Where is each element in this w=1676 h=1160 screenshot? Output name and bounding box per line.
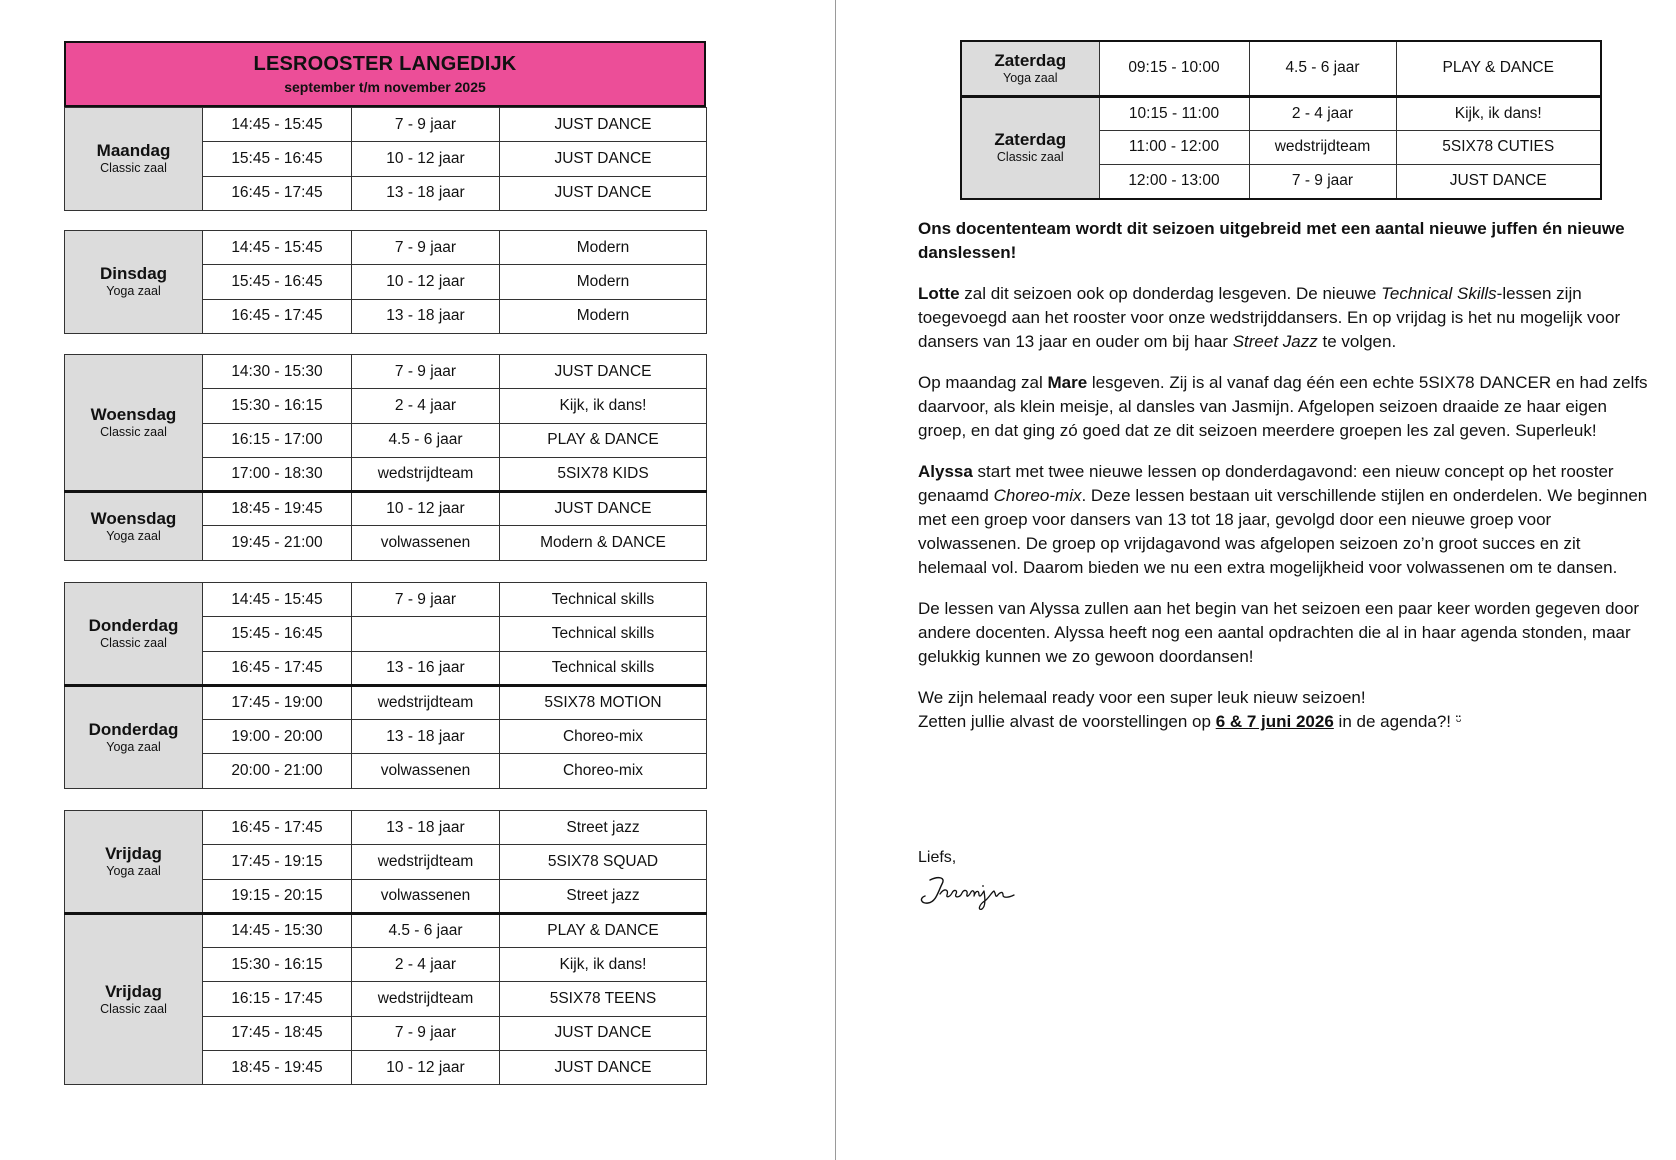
age-cell: 13 - 18 jaar [352,299,500,333]
class-cell: JUST DANCE [1396,165,1601,199]
text-run: Choreo-mix [993,486,1082,505]
age-cell: 10 - 12 jaar [352,265,500,299]
class-cell: Street jazz [500,811,707,845]
day-name: Maandag [96,141,171,161]
time-cell: 18:45 - 19:45 [203,1051,352,1085]
class-cell: JUST DANCE [500,1051,707,1085]
day-cell [65,355,203,492]
class-cell: Technical skills [500,651,707,685]
schedule-row [65,583,707,617]
class-cell: Modern & DANCE [500,526,707,560]
class-cell: JUST DANCE [500,1016,707,1050]
class-cell: PLAY & DANCE [500,913,707,947]
age-cell: 13 - 18 jaar [352,811,500,845]
time-cell: 17:45 - 19:15 [203,845,352,879]
class-cell: 5SIX78 MOTION [500,685,707,719]
text-run: Street Jazz [1232,332,1318,351]
day-name: Zaterdag [994,50,1067,70]
day-name: Vrijdag [105,982,162,1002]
time-cell: 09:15 - 10:00 [1099,41,1249,96]
time-cell: 14:45 - 15:45 [203,231,352,265]
age-cell: 10 - 12 jaar [352,142,500,176]
text-run: start met twee nieuwe lessen op donderdagavond: een nieuw concept op het rooster genaamd [918,462,1614,505]
time-cell: 18:45 - 19:45 [203,492,352,526]
day-cell [65,583,203,686]
age-cell: 4.5 - 6 jaar [352,423,500,457]
age-cell: wedstrijdteam [352,685,500,719]
age-cell: 4.5 - 6 jaar [1249,41,1396,96]
letter-paragraph [918,597,1648,669]
time-cell: 16:45 - 17:45 [203,176,352,210]
class-cell: Street jazz [500,879,707,913]
class-cell: Technical skills [500,617,707,651]
time-cell: 16:45 - 17:45 [203,651,352,685]
time-cell: 17:00 - 18:30 [203,457,352,491]
age-cell: 7 - 9 jaar [352,355,500,389]
day-cell [65,231,203,334]
signature-image [916,872,1028,912]
room-name: Yoga zaal [106,528,161,543]
schedule-row [65,231,707,265]
day-name: Dinsdag [99,264,168,284]
day-name: Woensdag [90,508,177,528]
sign-off: Liefs, [918,849,957,866]
text-run: Mare [1047,373,1088,392]
text-run: Lotte [918,284,960,303]
text-run: Alyssa [918,462,973,481]
day-cell [961,41,1099,96]
text-run: -lessen zijn toegevoegd aan het rooster voor onze wedstrijddansers. En op vrijdag is het nu mogelijk voor dansers van 13 jaar en ouder om bij haar [918,284,1621,351]
room-name: Classic zaal [996,150,1064,165]
schedule-table-donderdag [64,582,707,789]
age-cell: wedstrijdteam [352,845,500,879]
schedule-table-zaterdag [960,40,1602,200]
age-cell: wedstrijdteam [352,457,500,491]
class-cell: 5SIX78 TEENS [500,982,707,1016]
text-run: lesgeven. Zij is al vanaf dag één een echte 5SIX78 DANCER en had zelfs daarvoor, als klein meisje, al dansles van Jasmijn. Afgelopen seizoen draaide ze haar eigen groep, en dat ging zó goed dat ze dit seizoen meerdere groepen les zal geven. Superleuk! [918,373,1648,440]
room-name: Yoga zaal [106,863,161,878]
class-cell: Modern [500,265,707,299]
class-cell: JUST DANCE [500,176,707,210]
time-cell: 14:45 - 15:45 [203,583,352,617]
time-cell: 15:30 - 16:15 [203,948,352,982]
schedule-row [65,811,707,845]
letter-paragraph [918,282,1648,354]
age-cell: 7 - 9 jaar [1249,165,1396,199]
class-cell: Kijk, ik dans! [1396,96,1601,130]
text-run: Zetten jullie alvast de voorstellingen op [918,712,1216,731]
time-cell: 19:45 - 21:00 [203,526,352,560]
letter-paragraph [918,371,1648,443]
text-run: . Deze lessen bestaan uit verschillende stijlen en onderdelen. We beginnen met een groep voor dansers van 13 tot 18 jaar, gevolgd door een nieuwe groep voor volwassenen. De groep op vrijdagavond was afgelopen seizoen zo’n groot succes en zit helemaal vol. Daarom bieden we nu een extra mogelijkheid voor volwassenen om te dansen. [918,486,1648,577]
age-cell: wedstrijdteam [1249,130,1396,164]
age-cell [352,617,500,651]
schedule-row [961,41,1601,96]
schedule-row [65,913,707,947]
closing-line-1: We zijn helemaal ready voor een super leuk nieuw seizoen! [918,688,1366,707]
age-cell: volwassenen [352,754,500,788]
time-cell: 15:30 - 16:15 [203,389,352,423]
letter-heading: Ons docententeam wordt dit seizoen uitgebreid met een aantal nieuwe juffen én nieuwe danslessen! [918,219,1625,262]
schedule-row [65,492,707,526]
class-cell: JUST DANCE [500,355,707,389]
class-cell: Modern [500,231,707,265]
age-cell: wedstrijdteam [352,982,500,1016]
smile-icon: ᵕ̈ [1455,713,1462,731]
schedule-table-vrijdag [64,810,707,1085]
letter-paragraphs [918,282,1648,669]
schedule-subtitle: september t/m november 2025 [284,79,486,95]
text-run: Op maandag zal [918,373,1048,392]
text-run: in de agenda?! [1333,712,1456,731]
room-name: Yoga zaal [106,739,161,754]
age-cell: volwassenen [352,879,500,913]
time-cell: 16:15 - 17:45 [203,982,352,1016]
schedule-row [65,685,707,719]
time-cell: 16:15 - 17:00 [203,423,352,457]
age-cell: 13 - 16 jaar [352,651,500,685]
time-cell: 19:15 - 20:15 [203,879,352,913]
day-cell [961,96,1099,199]
class-cell: JUST DANCE [500,142,707,176]
day-cell [65,108,203,211]
text-run: zal dit seizoen ook op donderdag lesgeven. De nieuwe [959,284,1382,303]
page-divider [835,0,836,1160]
time-cell: 15:45 - 16:45 [203,617,352,651]
text-run: De lessen van Alyssa zullen aan het begin van het seizoen een paar keer worden gegeven door andere docenten. Alyssa heeft nog een aantal opdrachten die al in haar agenda stonden, maar gelukkig kunnen we zo gewoon doordansen! [918,599,1640,666]
letter-body [918,217,1648,734]
day-cell [65,685,203,788]
closing-line-2 [918,710,1648,734]
schedule-row [65,355,707,389]
age-cell: 7 - 9 jaar [352,231,500,265]
room-name: Yoga zaal [1003,70,1058,85]
schedule-row [961,96,1601,130]
time-cell: 20:00 - 21:00 [203,754,352,788]
day-name: Donderdag [88,719,179,739]
day-cell [65,492,203,561]
class-cell: 5SIX78 CUTIES [1396,130,1601,164]
age-cell: 4.5 - 6 jaar [352,913,500,947]
letter-paragraph [918,460,1648,580]
class-cell: JUST DANCE [500,492,707,526]
time-cell: 15:45 - 16:45 [203,142,352,176]
age-cell: 2 - 4 jaar [1249,96,1396,130]
time-cell: 17:45 - 18:45 [203,1016,352,1050]
age-cell: 10 - 12 jaar [352,492,500,526]
time-cell: 17:45 - 19:00 [203,685,352,719]
class-cell: 5SIX78 SQUAD [500,845,707,879]
age-cell: 13 - 18 jaar [352,176,500,210]
time-cell: 14:45 - 15:30 [203,913,352,947]
age-cell: volwassenen [352,526,500,560]
time-cell: 16:45 - 17:45 [203,811,352,845]
schedule-table-dinsdag [64,230,707,334]
room-name: Yoga zaal [106,284,161,299]
age-cell: 2 - 4 jaar [352,389,500,423]
class-cell: Kijk, ik dans! [500,389,707,423]
day-name: Vrijdag [105,843,162,863]
room-name: Classic zaal [100,161,167,176]
age-cell: 13 - 18 jaar [352,720,500,754]
age-cell: 10 - 12 jaar [352,1051,500,1085]
schedule-table-maandag [64,107,707,211]
text-run: Technical Skills [1381,284,1497,303]
class-cell: PLAY & DANCE [1396,41,1601,96]
class-cell: Choreo-mix [500,720,707,754]
room-name: Classic zaal [100,635,167,650]
age-cell: 7 - 9 jaar [352,1016,500,1050]
class-cell: PLAY & DANCE [500,423,707,457]
time-cell: 16:45 - 17:45 [203,299,352,333]
class-cell: 5SIX78 KIDS [500,457,707,491]
room-name: Classic zaal [100,1002,167,1017]
schedule-title: LESROOSTER LANGEDIJK [253,53,517,75]
class-cell: Choreo-mix [500,754,707,788]
time-cell: 12:00 - 13:00 [1099,165,1249,199]
text-run: 6 & 7 juni 2026 [1215,712,1334,731]
age-cell: 7 - 9 jaar [352,583,500,617]
day-name: Donderdag [88,615,179,635]
time-cell: 11:00 - 12:00 [1099,130,1249,164]
room-name: Classic zaal [100,425,167,440]
schedule-row [65,108,707,142]
class-cell: Technical skills [500,583,707,617]
time-cell: 15:45 - 16:45 [203,265,352,299]
day-name: Woensdag [90,405,177,425]
class-cell: Modern [500,299,707,333]
class-cell: JUST DANCE [500,108,707,142]
time-cell: 14:45 - 15:45 [203,108,352,142]
schedule-table-woensdag [64,354,707,561]
time-cell: 10:15 - 11:00 [1099,96,1249,130]
age-cell: 7 - 9 jaar [352,108,500,142]
schedule-header [64,41,706,107]
class-cell: Kijk, ik dans! [500,948,707,982]
day-name: Zaterdag [994,130,1067,150]
time-cell: 19:00 - 20:00 [203,720,352,754]
day-cell [65,811,203,914]
time-cell: 14:30 - 15:30 [203,355,352,389]
age-cell: 2 - 4 jaar [352,948,500,982]
day-cell [65,913,203,1084]
text-run: te volgen. [1317,332,1397,351]
